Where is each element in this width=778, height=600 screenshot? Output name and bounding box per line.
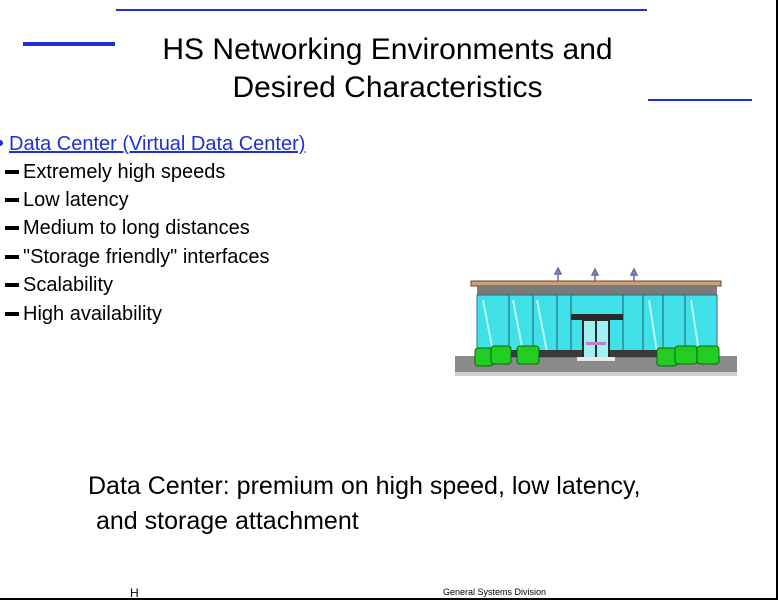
- sub-bullet: [5, 215, 250, 241]
- sub-bullet-text: High availability: [23, 303, 162, 325]
- summary-caption: [88, 469, 641, 539]
- dash-icon: [5, 312, 19, 316]
- sub-bullet-text: "Storage friendly" interfaces: [23, 246, 270, 268]
- dash-icon: [5, 255, 19, 259]
- dash-icon: [5, 226, 19, 230]
- title-rule-right: [648, 99, 752, 101]
- sub-bullet-text: Low latency: [23, 189, 129, 211]
- dash-icon: [5, 283, 19, 287]
- top-rule: [116, 9, 647, 11]
- sub-bullet: [5, 244, 270, 270]
- caption-line-1: Data Center: premium on high speed, low latency,: [88, 472, 641, 500]
- sub-bullet-text: Scalability: [23, 274, 114, 296]
- slide-title: [115, 31, 660, 107]
- footer-division: General Systems Division: [443, 587, 547, 597]
- footer-left-text: H: [130, 586, 139, 600]
- title-line-1: HS Networking Environments and: [162, 33, 613, 66]
- main-bullet: [0, 131, 305, 157]
- bullet-dot-icon: [0, 140, 3, 146]
- sub-bullet: [5, 159, 225, 185]
- dash-icon: [5, 198, 19, 202]
- sub-bullet: [5, 301, 162, 327]
- caption-line-2: and storage attachment: [96, 507, 359, 535]
- title-rule-left: [23, 42, 115, 46]
- building-icon: [453, 266, 738, 378]
- sub-bullet: [5, 187, 129, 213]
- dash-icon: [5, 170, 19, 174]
- sub-bullet-text: Extremely high speeds: [23, 161, 226, 183]
- sub-bullet-text: Medium to long distances: [23, 217, 250, 239]
- sub-bullet: [5, 272, 113, 298]
- data-center-link[interactable]: Data Center (Virtual Data Center): [9, 133, 306, 155]
- title-line-2: Desired Characteristics: [232, 71, 543, 104]
